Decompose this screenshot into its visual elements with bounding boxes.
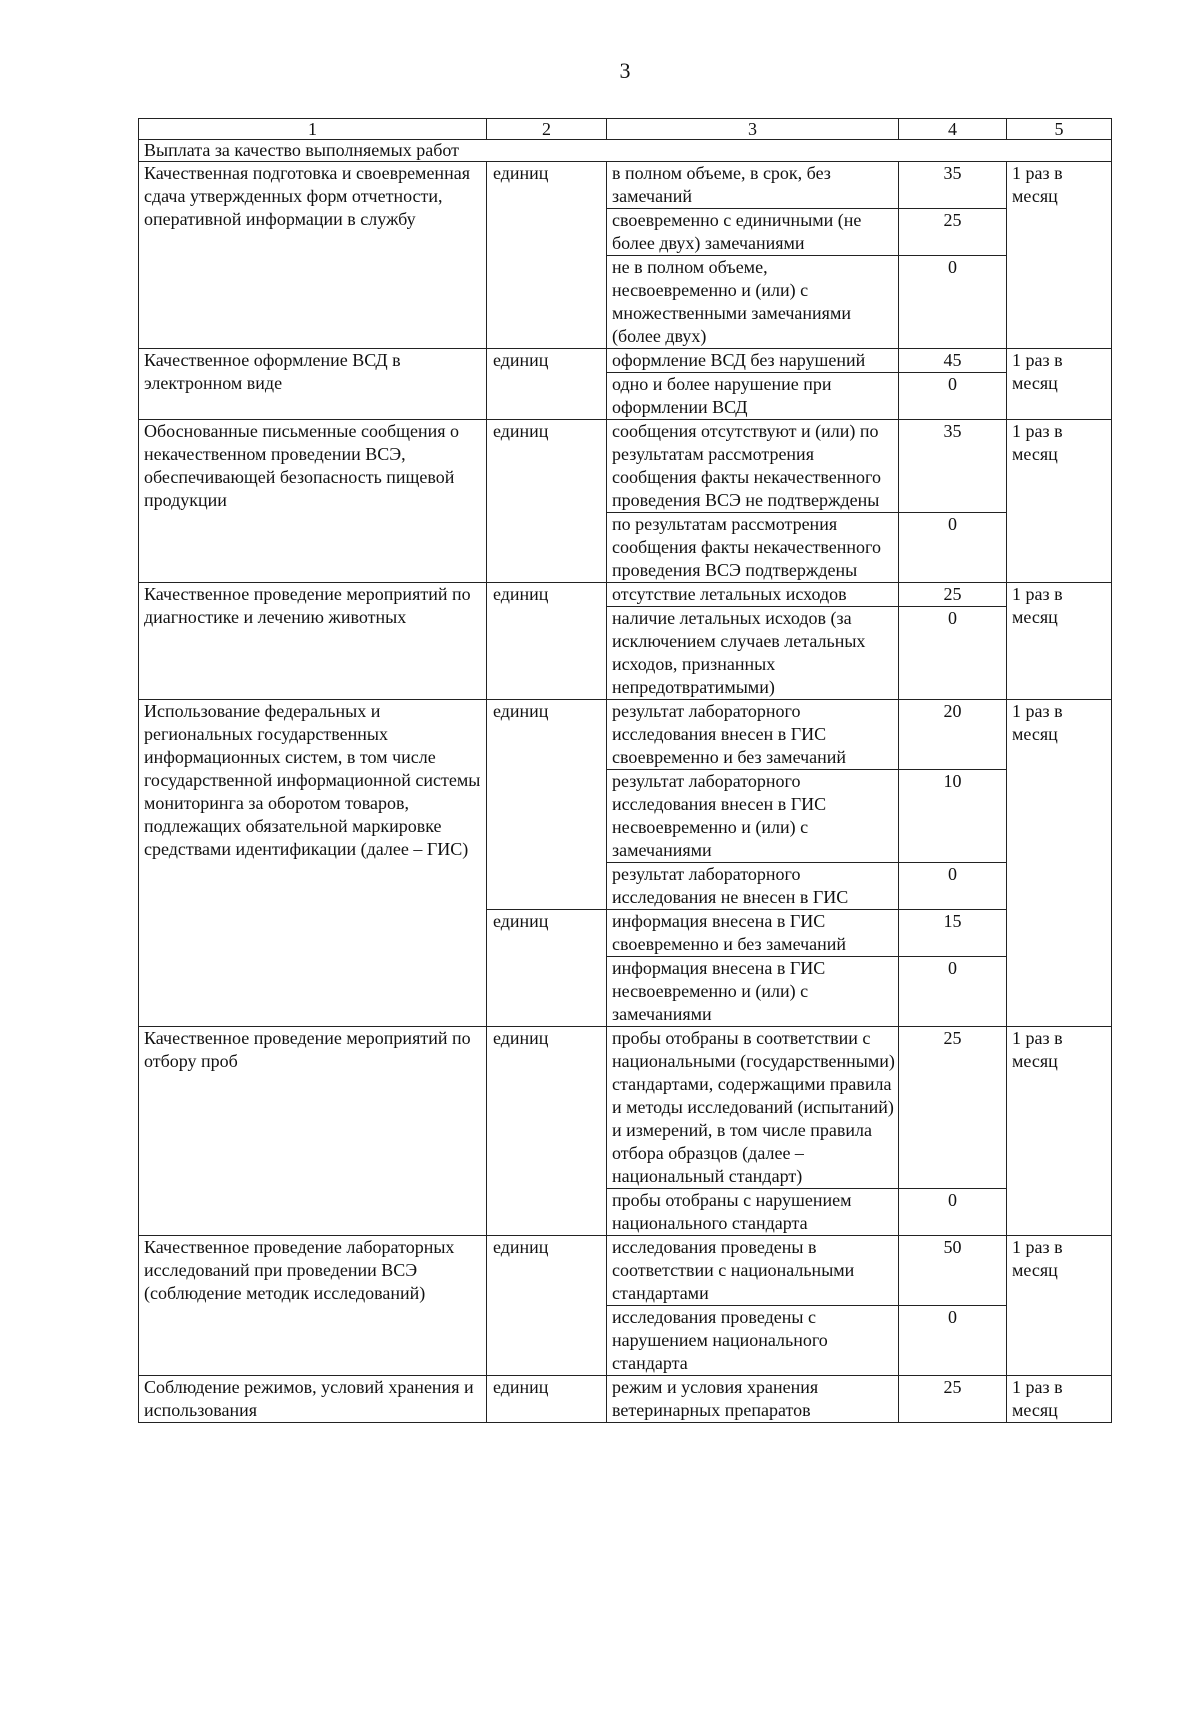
criterion-cell: оформление ВСД без нарушений bbox=[607, 349, 899, 373]
table-row bbox=[139, 700, 1112, 770]
points-cell: 20 bbox=[899, 700, 1007, 770]
frequency-cell: 1 раз в месяц bbox=[1007, 349, 1112, 420]
column-number-row bbox=[139, 119, 1112, 140]
indicator-cell: Качественное проведение лабораторных исследований при проведении ВСЭ (соблюдение методик исследований) bbox=[139, 1236, 487, 1376]
column-number: 5 bbox=[1007, 119, 1112, 140]
frequency-cell: 1 раз в месяц bbox=[1007, 1027, 1112, 1236]
points-cell: 35 bbox=[899, 162, 1007, 209]
unit-cell: единиц bbox=[487, 162, 607, 349]
points-cell: 25 bbox=[899, 583, 1007, 607]
indicator-cell: Качественное проведение мероприятий по отбору проб bbox=[139, 1027, 487, 1236]
table-row bbox=[139, 162, 1112, 209]
criterion-cell: одно и более нарушение при оформлении ВСД bbox=[607, 373, 899, 420]
points-cell: 0 bbox=[899, 1189, 1007, 1236]
points-cell: 10 bbox=[899, 770, 1007, 863]
table-row bbox=[139, 1236, 1112, 1306]
section-title: Выплата за качество выполняемых работ bbox=[139, 140, 1112, 162]
criterion-cell: результат лабораторного исследования не внесен в ГИС bbox=[607, 863, 899, 910]
points-cell: 0 bbox=[899, 863, 1007, 910]
points-cell: 0 bbox=[899, 957, 1007, 1027]
criterion-cell: информация внесена в ГИС несвоевременно и (или) с замечаниями bbox=[607, 957, 899, 1027]
unit-cell: единиц bbox=[487, 1027, 607, 1236]
criterion-cell: результат лабораторного исследования внесен в ГИС несвоевременно и (или) с замечаниями bbox=[607, 770, 899, 863]
indicator-cell: Качественная подготовка и своевременная сдача утвержденных форм отчетности, оперативной информации в службу bbox=[139, 162, 487, 349]
frequency-cell: 1 раз в месяц bbox=[1007, 1376, 1112, 1423]
indicator-cell: Качественное оформление ВСД в электронном виде bbox=[139, 349, 487, 420]
points-cell: 25 bbox=[899, 209, 1007, 256]
points-cell: 0 bbox=[899, 1306, 1007, 1376]
table-row bbox=[139, 583, 1112, 607]
column-number: 1 bbox=[139, 119, 487, 140]
column-number: 2 bbox=[487, 119, 607, 140]
points-cell: 25 bbox=[899, 1027, 1007, 1189]
column-number: 4 bbox=[899, 119, 1007, 140]
indicator-cell: Обоснованные письменные сообщения о некачественном проведении ВСЭ, обеспечивающей безопасность пищевой продукции bbox=[139, 420, 487, 583]
points-cell: 45 bbox=[899, 349, 1007, 373]
criterion-cell: информация внесена в ГИС своевременно и без замечаний bbox=[607, 910, 899, 957]
table-row bbox=[139, 349, 1112, 373]
indicator-cell: Соблюдение режимов, условий хранения и использования bbox=[139, 1376, 487, 1423]
points-cell: 0 bbox=[899, 607, 1007, 700]
unit-cell: единиц bbox=[487, 1376, 607, 1423]
criterion-cell: пробы отобраны в соответствии с национальными (государственными) стандартами, содержащими правила и методы исследований (испытаний) и измерений, в том числе правила отбора образцов (далее – национальный стандарт) bbox=[607, 1027, 899, 1189]
criterion-cell: пробы отобраны с нарушением национального стандарта bbox=[607, 1189, 899, 1236]
frequency-cell: 1 раз в месяц bbox=[1007, 162, 1112, 349]
unit-cell: единиц bbox=[487, 420, 607, 583]
unit-cell: единиц bbox=[487, 700, 607, 910]
criterion-cell: не в полном объеме, несвоевременно и (или) с множественными замечаниями (более двух) bbox=[607, 256, 899, 349]
points-cell: 15 bbox=[899, 910, 1007, 957]
frequency-cell: 1 раз в месяц bbox=[1007, 1236, 1112, 1376]
unit-cell: единиц bbox=[487, 583, 607, 700]
section-row bbox=[139, 140, 1112, 162]
frequency-cell: 1 раз в месяц bbox=[1007, 583, 1112, 700]
criterion-cell: своевременно с единичными (не более двух) замечаниями bbox=[607, 209, 899, 256]
table-row bbox=[139, 1027, 1112, 1189]
unit-cell: единиц bbox=[487, 910, 607, 1027]
table-row bbox=[139, 420, 1112, 513]
criterion-cell: режим и условия хранения ветеринарных препаратов bbox=[607, 1376, 899, 1423]
points-cell: 35 bbox=[899, 420, 1007, 513]
points-cell: 0 bbox=[899, 256, 1007, 349]
points-cell: 0 bbox=[899, 513, 1007, 583]
bonus-criteria-table bbox=[138, 118, 1112, 1423]
criterion-cell: исследования проведены с нарушением национального стандарта bbox=[607, 1306, 899, 1376]
criterion-cell: отсутствие летальных исходов bbox=[607, 583, 899, 607]
indicator-cell: Качественное проведение мероприятий по диагностике и лечению животных bbox=[139, 583, 487, 700]
points-cell: 50 bbox=[899, 1236, 1007, 1306]
unit-cell: единиц bbox=[487, 1236, 607, 1376]
criterion-cell: результат лабораторного исследования внесен в ГИС своевременно и без замечаний bbox=[607, 700, 899, 770]
points-cell: 25 bbox=[899, 1376, 1007, 1423]
indicator-cell: Использование федеральных и региональных государственных информационных систем, в том числе государственной информационной системы мониторинга за оборотом товаров, подлежащих обязательной маркировке средствами идентификации (далее – ГИС) bbox=[139, 700, 487, 1027]
unit-cell: единиц bbox=[487, 349, 607, 420]
criterion-cell: по результатам рассмотрения сообщения факты некачественного проведения ВСЭ подтверждены bbox=[607, 513, 899, 583]
criterion-cell: наличие летальных исходов (за исключением случаев летальных исходов, признанных непредотвратимыми) bbox=[607, 607, 899, 700]
frequency-cell: 1 раз в месяц bbox=[1007, 420, 1112, 583]
points-cell: 0 bbox=[899, 373, 1007, 420]
criterion-cell: в полном объеме, в срок, без замечаний bbox=[607, 162, 899, 209]
frequency-cell: 1 раз в месяц bbox=[1007, 700, 1112, 1027]
criterion-cell: исследования проведены в соответствии с национальными стандартами bbox=[607, 1236, 899, 1306]
column-number: 3 bbox=[607, 119, 899, 140]
table-row bbox=[139, 1376, 1112, 1423]
criterion-cell: сообщения отсутствуют и (или) по результатам рассмотрения сообщения факты некачественного проведения ВСЭ не подтверждены bbox=[607, 420, 899, 513]
page-number: 3 bbox=[619, 58, 631, 83]
